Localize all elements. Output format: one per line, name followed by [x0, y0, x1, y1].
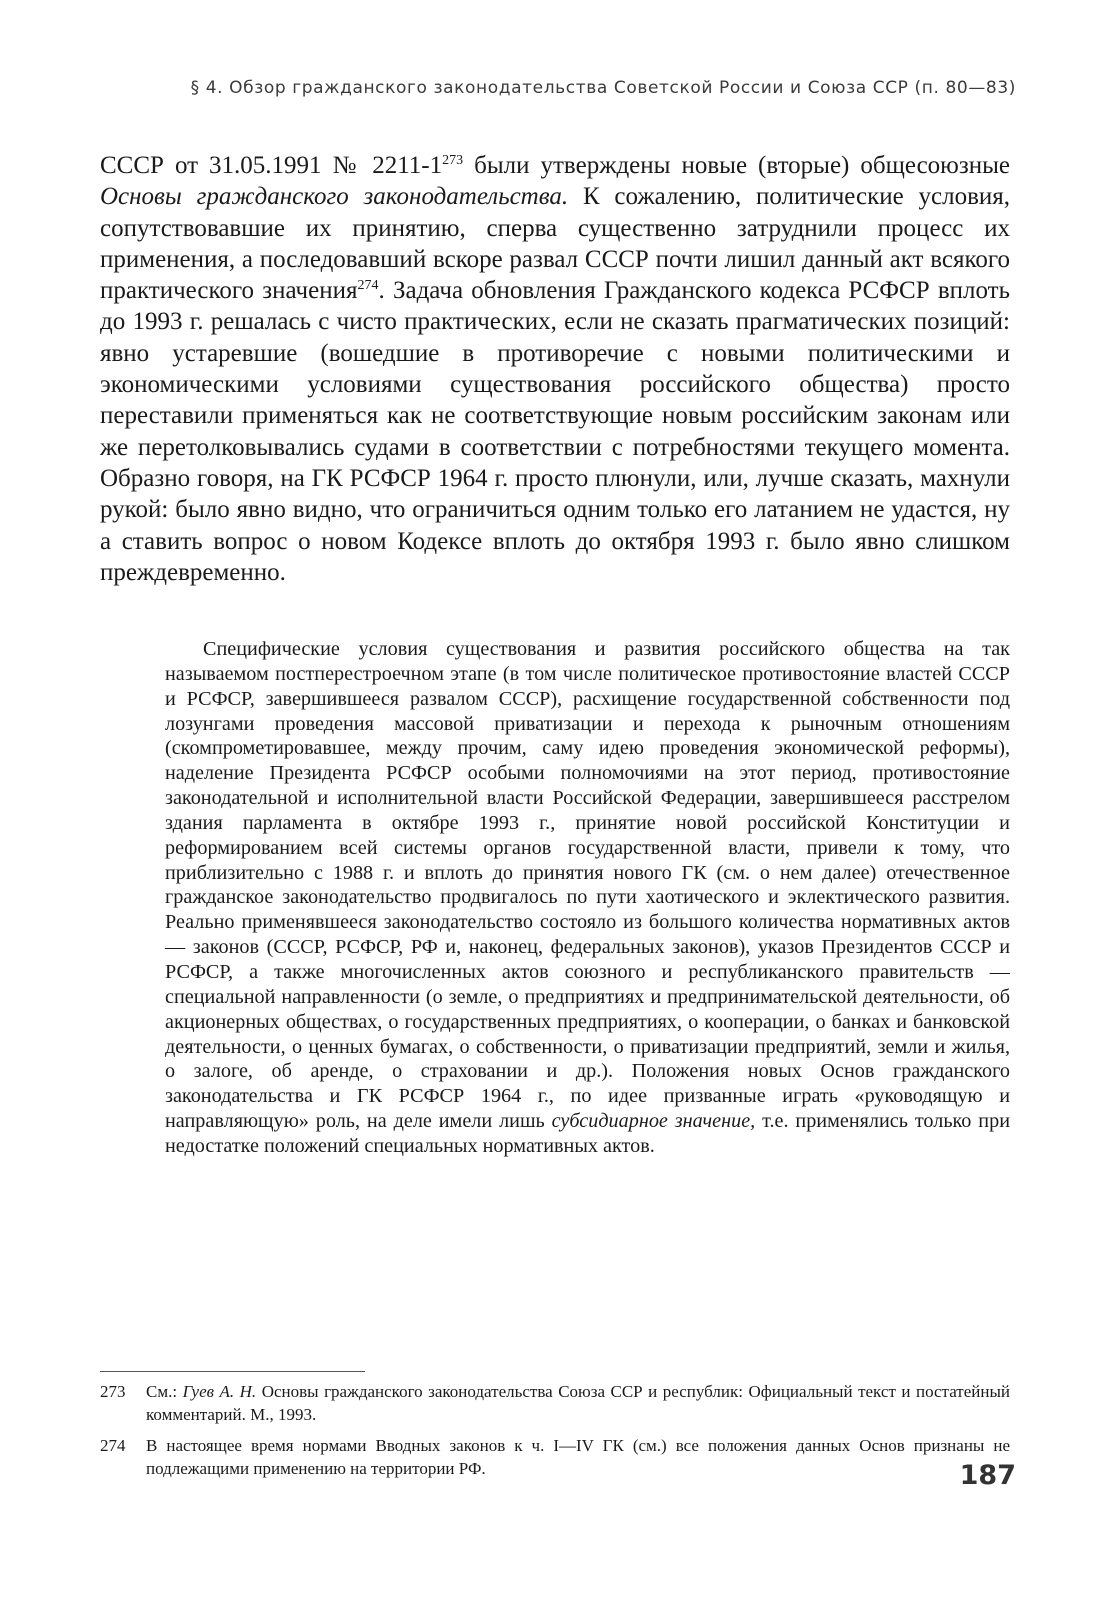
footnote-body: Основы гражданского законодательства Союза ССР и республик: Официальный текст и постатейный комментарий. М., 1993.	[146, 1382, 1010, 1424]
footnote-body: В настоящее время нормами Вводных законов к ч. I—IV ГК (см.) все положения данных Основ признаны не подлежащими применению на территории РФ.	[146, 1436, 1010, 1478]
footnote-273	[100, 1380, 1010, 1426]
footnote-number: 273	[100, 1382, 126, 1401]
footnote-text	[146, 1434, 1010, 1480]
footnote-number: 274	[100, 1436, 126, 1455]
footnote-274	[100, 1434, 1010, 1480]
footnote-divider	[100, 1371, 365, 1372]
footnote-ref-274[interactable]: 274	[357, 278, 379, 294]
footnote-text	[146, 1380, 1010, 1426]
main-text-segment: СССР от 31.05.1991 № 2211-1	[100, 152, 443, 179]
small-text-segment: т.е. применялись только при недостатке положений специальных нормативных актов.	[165, 1110, 1011, 1157]
running-head: § 4. Обзор гражданского законодательства Советской России и Союза ССР (п. 80—83)	[190, 78, 1016, 98]
page-number: 187	[959, 1460, 1016, 1491]
main-italic-title: Основы гражданского законодательства.	[100, 183, 569, 211]
main-text-segment: К сожалению, политические условия, сопутствовавшие их принятию, сперва существенно затруднили процесс их применения, а последовавший вскоре развал СССР почти лишил данный акт всякого практического значения	[100, 183, 1010, 305]
footnotes	[100, 1380, 1010, 1488]
footnote-ref-273[interactable]: 273	[442, 153, 464, 168]
main-text-segment: . Задача обновления Гражданского кодекса РСФСР вплоть до 1993 г. решалась с чисто практических, если не сказать прагматических позиций: явно устаревшие (вошедшие в противоречие с новыми политическими и экономическими условиями существования российского общества) просто переставили применяться как не соответствующие новым российским законам или же перетолковывались судами в соответствии с потребностями текущего момента. Образно говоря, на ГК РСФСР 1964 г. просто плюнули, или, лучше сказать, махнули рукой: было явно видно, что ограничиться одним только его латанием не удастся, ну а ставить вопрос о новом Кодексе вплоть до октября 1993 г. было явно слишком преждевременно.	[100, 277, 1010, 586]
footnote-author: Гуев А. Н.	[182, 1382, 257, 1401]
small-italic-phrase: субсидиарное значение,	[551, 1110, 756, 1133]
footnote-prefix: См.:	[146, 1382, 183, 1401]
small-print-paragraph	[165, 637, 1010, 1159]
main-text-segment: были утверждены новые (вторые) общесоюзные	[463, 152, 1011, 179]
main-paragraph	[100, 150, 1010, 588]
small-text-segment: Специфические условия существования и развития российского общества на так называемом постперестроечном этапе (в том числе политическое противостояние властей СССР и РСФСР, завершившееся развалом СССР), расхищение государственной собственности под лозунгами проведения массовой приватизации и перехода к рыночным отношениям (скомпрометировавшее, между прочим, саму идею проведения экономической реформы), наделение Президента РСФСР особыми полномочиями на этот период, противостояние законодательной и исполнительной власти Российской Федерации, завершившееся расстрелом здания парламента в октябре 1993 г., принятие новой российской Конституции и реформированием всей системы органов государственной власти, привели к тому, что приблизительно с 1988 г. и вплоть до принятия нового ГК (см. о нем далее) отечественное гражданское законодательство продвигалось по пути хаотического и эклектического развития. Реально применявшееся законодательство состояло из большого количества нормативных актов — законов (СССР, РСФСР, РФ и, наконец, федеральных законов), указов Президентов СССР и РСФСР, а также многочисленных актов союзного и республиканского правительств — специальной направленности (о земле, о предприятиях и предпринимательской деятельности, об акционерных обществах, о государственных предприятиях, о кооперации, о банках и банковской деятельности, о ценных бумагах, о собственности, о приватизации предприятий, земли и жилья, о залоге, об аренде, о страховании и др.). Положения новых Основ гражданского законодательства и ГК РСФСР 1964 г., по идее призванные играть «руководящую и направляющую» роль, на деле имели лишь	[165, 638, 1010, 1133]
